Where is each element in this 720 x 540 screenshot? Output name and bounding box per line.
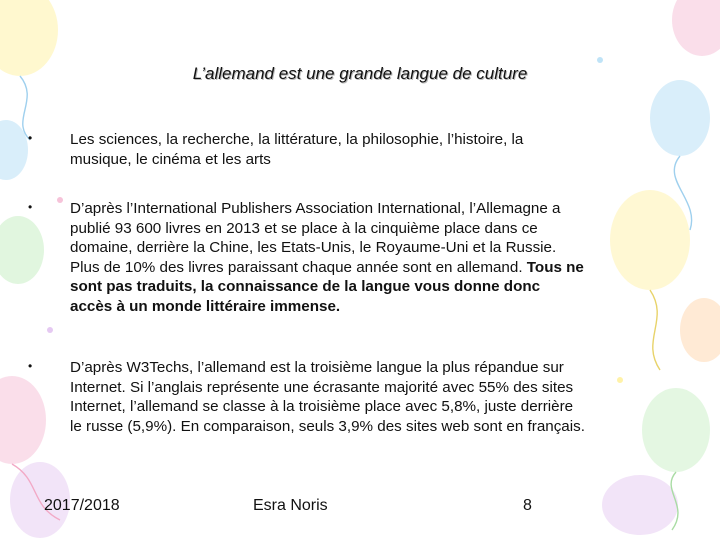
bullet-text [70, 358, 585, 436]
balloon-shape [0, 0, 58, 76]
balloon-shape [602, 475, 678, 535]
balloon-shape [650, 80, 710, 156]
bullet-body: D’après l’International Publishers Association International, l’Allemagne a publié 93 600 livres en 2013 et se place à la cinquième place dans ce domaine, derrière la Chine, les Etats-Unis, le Royaume-Uni et la Russie. Plus de 10% des livres paraissant chaque année sont en allemand. [70, 200, 561, 276]
bullet-text [70, 199, 585, 317]
confetti-dot [617, 377, 623, 383]
bullet-symbol: • [28, 359, 33, 373]
balloon-shape [680, 298, 720, 362]
bullet-bold-text: Tous ne sont pas traduits, la connaissance de la langue vous donne donc accès à un monde littéraire immense. [70, 258, 584, 315]
confetti-dot [47, 327, 53, 333]
bullet-body: D’après W3Techs, l’allemand est la troisième langue la plus répandue sur Internet. Si l’anglais représente une écrasante majorité avec 55% des sites Internet, l’allemand se classe à la troisième place avec 5,8%, juste derrière le russe (5,9%). En comparaison, seuls 3,9% des sites web sont en français. [70, 359, 585, 435]
balloon-shape [610, 190, 690, 290]
swirl-line [650, 290, 660, 370]
footer-page-number: 8 [523, 497, 532, 514]
confetti-dot [57, 197, 63, 203]
balloon-shape [0, 376, 46, 464]
bullet-body: Les sciences, la recherche, la littérature, la philosophie, l’histoire, la musique, le cinéma et les arts [70, 131, 524, 168]
confetti-dot [597, 57, 603, 63]
footer-date: 2017/2018 [44, 497, 120, 514]
balloon-shape [0, 216, 44, 284]
footer-author: Esra Noris [253, 497, 328, 514]
bullet-text [70, 130, 585, 169]
bullet-symbol: • [28, 200, 33, 214]
slide-title: L’allemand est une grande langue de culture [192, 64, 528, 83]
balloon-shape [642, 388, 710, 472]
bullet-symbol: • [28, 131, 33, 145]
balloon-shape [672, 0, 720, 56]
